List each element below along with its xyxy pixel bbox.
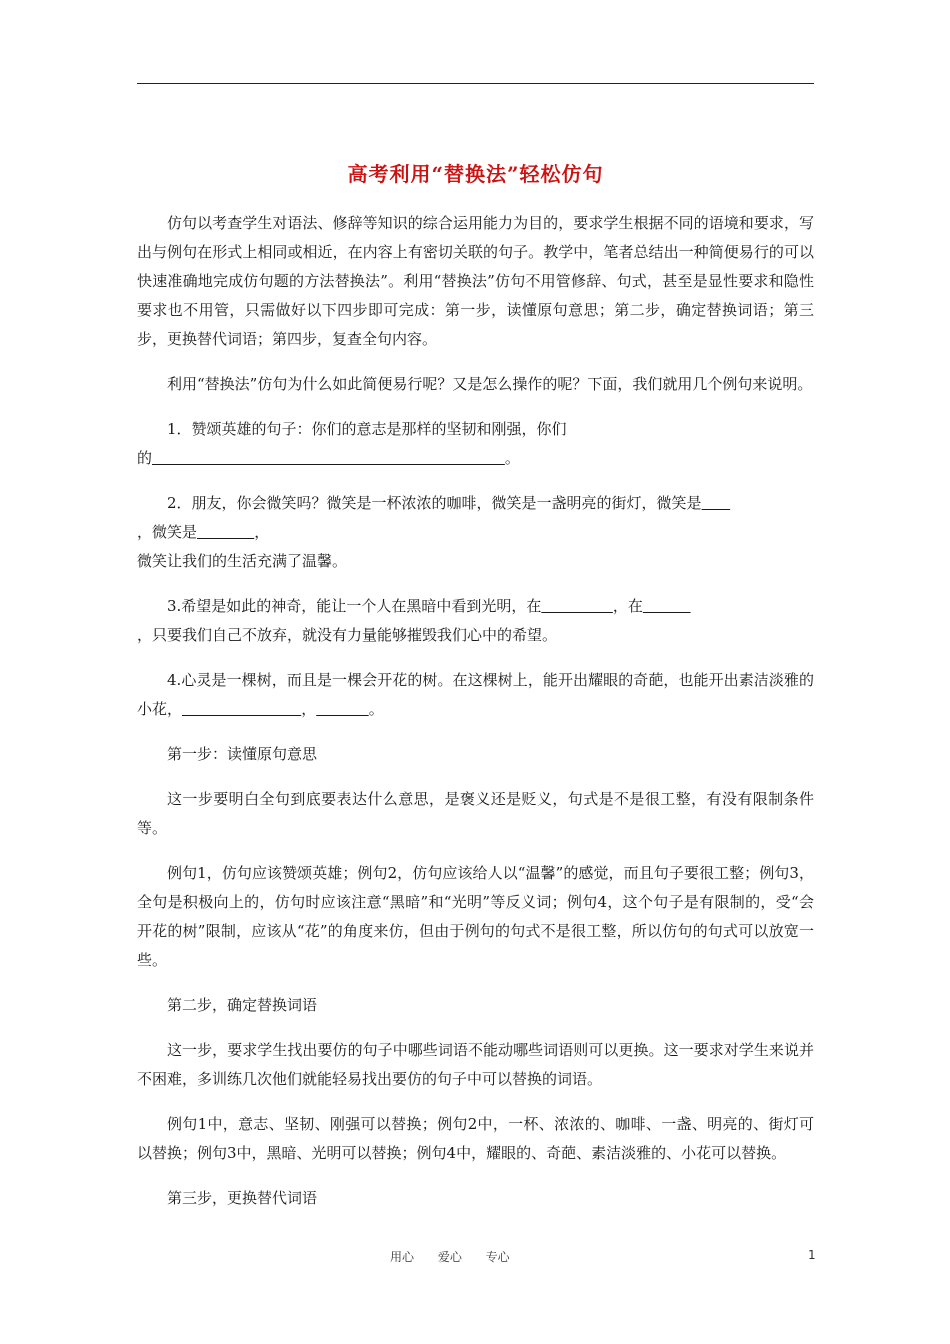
example-3-text-b: ，在 <box>612 597 643 615</box>
step-3-heading: 第三步，更换替代词语 <box>167 1189 318 1207</box>
footer-motto: 用心 爱心 专心 <box>390 1250 510 1264</box>
step-2-paragraph-2: 例句1中，意志、坚韧、刚强可以替换；例句2中，一杯、浓浓的、咖啡、一盏、明亮的、街灯可以替换；例句3中，黑暗、光明可以替换；例句4中，耀眼的、奇葩、素洁淡雅的、小花可以替换。 <box>137 1115 814 1162</box>
example-4-blank-1 <box>182 700 301 718</box>
step-2-heading: 第二步，确定替换词语 <box>167 996 318 1014</box>
example-1-end: 。 <box>504 449 520 467</box>
example-3-blank-2 <box>643 597 691 615</box>
page-number: 1 <box>808 1248 816 1262</box>
transition-paragraph: 利用“替换法”仿句为什么如此简便易行呢？又是怎么操作的呢？下面，我们就用几个例句来说明。 <box>167 375 813 393</box>
example-2-text-c: ， <box>254 523 270 541</box>
example-4-text: 4.心灵是一棵树，而且是一棵会开花的树。在这棵树上，能开出耀眼的奇葩，也能开出素洁淡雅的小花， <box>137 671 814 718</box>
page-title: 高考利用“替换法”轻松仿句 <box>347 162 604 186</box>
example-1 <box>137 415 814 473</box>
example-2 <box>137 489 814 576</box>
document-body <box>137 155 814 1229</box>
header-rule <box>137 83 814 84</box>
example-4-blank-2 <box>316 700 368 718</box>
step-1-paragraph-1: 这一步要明白全句到底要表达什么意思，是褒义还是贬义，句式是不是很工整，有没有限制条件等。 <box>137 790 814 837</box>
example-1-text: 1．赞颂英雄的句子：你们的意志是那样的坚韧和刚强，你们 <box>167 420 567 438</box>
example-2-text-b: ，微笑是 <box>137 523 198 541</box>
example-3-blank-1 <box>541 597 613 615</box>
example-3 <box>137 592 814 650</box>
example-3-text-c: ，只要我们自己不放弃，就没有力量能够摧毁我们心中的希望。 <box>137 626 558 644</box>
step-1-heading: 第一步：读懂原句意思 <box>167 745 318 763</box>
example-2-text: 2．朋友，你会微笑吗？微笑是一杯浓浓的咖啡，微笑是一盏明亮的街灯，微笑是 <box>167 494 702 512</box>
example-4-text-c: 。 <box>368 700 384 718</box>
example-2-text-d: 微笑让我们的生活充满了温馨。 <box>137 552 348 570</box>
example-3-text: 3.希望是如此的神奇，能让一个人在黑暗中看到光明，在 <box>167 597 542 615</box>
example-4 <box>137 666 814 724</box>
example-2-blank-2 <box>197 523 254 541</box>
step-1-paragraph-2: 例句1，仿句应该赞颂英雄；例句2，仿句应该给人以“温馨”的感觉，而且句子要很工整；例句3，全句是积极向上的，仿句时应该注意“黑暗”和“光明”等反义词；例句4，这个句子是有限制的，受“会开花的树”限制，应该从“花”的角度来仿，但由于例句的句式不是很工整，所以仿句的句式可以放宽一些。 <box>137 864 814 969</box>
example-2-blank-1 <box>702 494 731 512</box>
step-2-paragraph-1: 这一步，要求学生找出要仿的句子中哪些词语不能动哪些词语则可以更换。这一要求对学生来说并不困难，多训练几次他们就能轻易找出要仿的句子中可以替换的词语。 <box>137 1041 814 1088</box>
intro-paragraph: 仿句以考查学生对语法、修辞等知识的综合运用能力为目的，要求学生根据不同的语境和要求，写出与例句在形式上相同或相近，在内容上有密切关联的句子。教学中，笔者总结出一种简便易行的可以快速准确地完成仿句题的方法替换法”。利用“替换法”仿句不用管修辞、句式，甚至是显性要求和隐性要求也不用管，只需做好以下四步即可完成：第一步，读懂原句意思；第二步，确定替换词语；第三步，更换替代词语；第四步，复查全句内容。 <box>137 214 814 348</box>
example-1-blank <box>152 449 505 467</box>
example-1-text-b: 的 <box>137 449 153 467</box>
example-4-text-b: ， <box>301 700 317 718</box>
